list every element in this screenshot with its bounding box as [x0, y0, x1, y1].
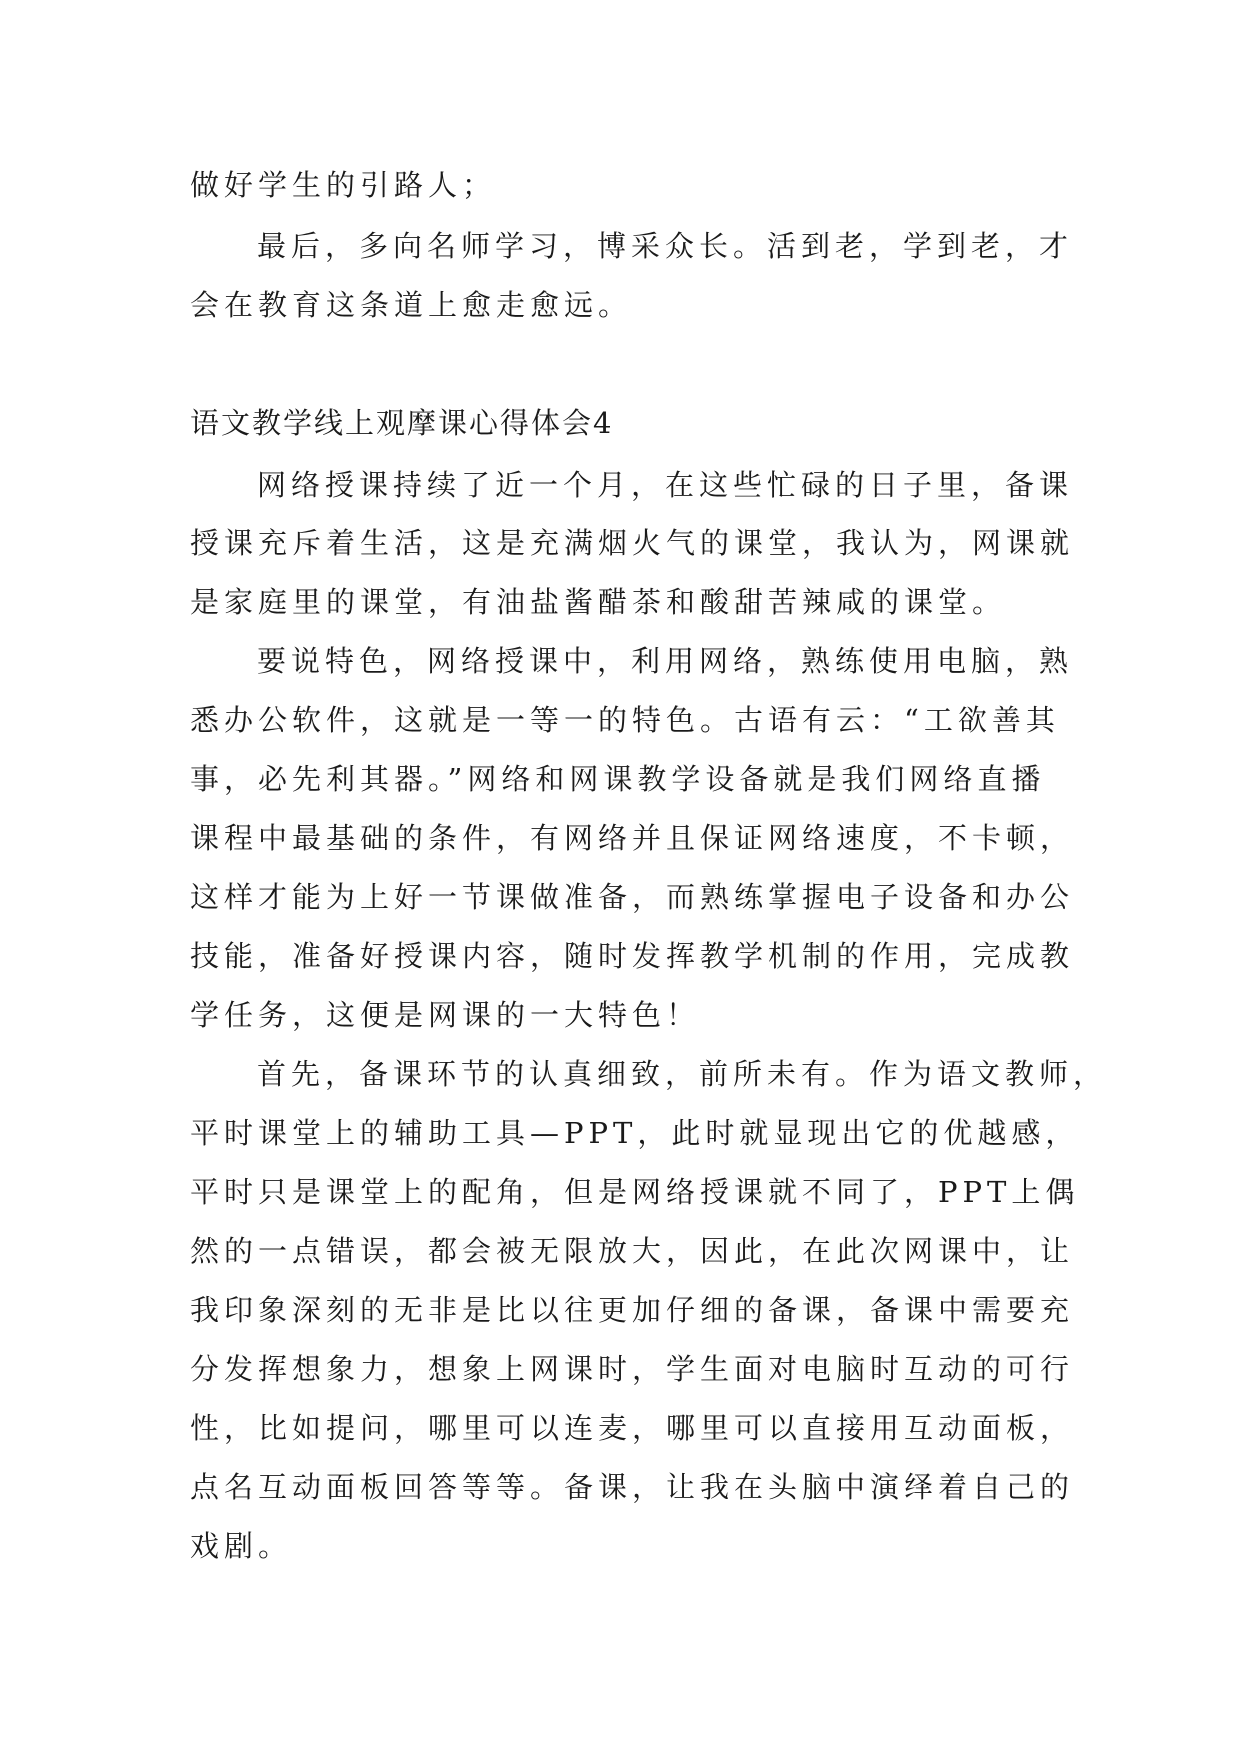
text-line: 最后，多向名师学习，博采众长。活到老，学到老，才 — [257, 229, 1074, 263]
text-line: 悉办公软件，这就是一等一的特色。古语有云：“工欲善其 — [190, 703, 1060, 737]
text-line: 事，必先利其器。”网络和网课教学设备就是我们网络直播 — [190, 762, 1046, 796]
text-line: 然的一点错误，都会被无限放大，因此，在此次网课中，让 — [190, 1234, 1075, 1268]
text-line: 网络授课持续了近一个月，在这些忙碌的日子里，备课 — [257, 468, 1074, 502]
text-line: 做好学生的引路人； — [190, 168, 497, 202]
text-line: 是家庭里的课堂，有油盐酱醋茶和酸甜苦辣咸的课堂。 — [190, 585, 1007, 619]
text-line: 首先，备课环节的认真细致，前所未有。作为语文教师， — [257, 1057, 1108, 1091]
text-line: 这样才能为上好一节课做准备，而熟练掌握电子设备和办公 — [190, 880, 1075, 914]
text-line: 平时课堂上的辅助工具—PPT，此时就显现出它的优越感， — [190, 1116, 1080, 1150]
text-line: 我印象深刻的无非是比以往更加仔细的备课，备课中需要充 — [190, 1293, 1075, 1327]
text-line: 课程中最基础的条件，有网络并且保证网络速度，不卡顿， — [190, 821, 1075, 855]
text-line: 分发挥想象力，想象上网课时，学生面对电脑时互动的可行 — [190, 1352, 1075, 1386]
text-line: 学任务，这便是网课的一大特色！ — [190, 998, 701, 1032]
text-line: 戏剧。 — [190, 1529, 293, 1563]
section-heading: 语文教学线上观摩课心得体会4 — [190, 406, 614, 440]
text-line: 技能，准备好授课内容，随时发挥教学机制的作用，完成教 — [190, 939, 1075, 973]
text-line: 点名互动面板回答等等。备课，让我在头脑中演绎着自己的 — [190, 1470, 1075, 1504]
text-line: 授课充斥着生活，这是充满烟火气的课堂，我认为，网课就 — [190, 526, 1075, 560]
text-line: 会在教育这条道上愈走愈远。 — [190, 288, 633, 322]
text-line: 性，比如提问，哪里可以连麦，哪里可以直接用互动面板， — [190, 1411, 1075, 1445]
text-line: 要说特色，网络授课中，利用网络，熟练使用电脑，熟 — [257, 644, 1074, 678]
text-line: 平时只是课堂上的配角，但是网络授课就不同了，PPT上偶 — [190, 1175, 1080, 1209]
